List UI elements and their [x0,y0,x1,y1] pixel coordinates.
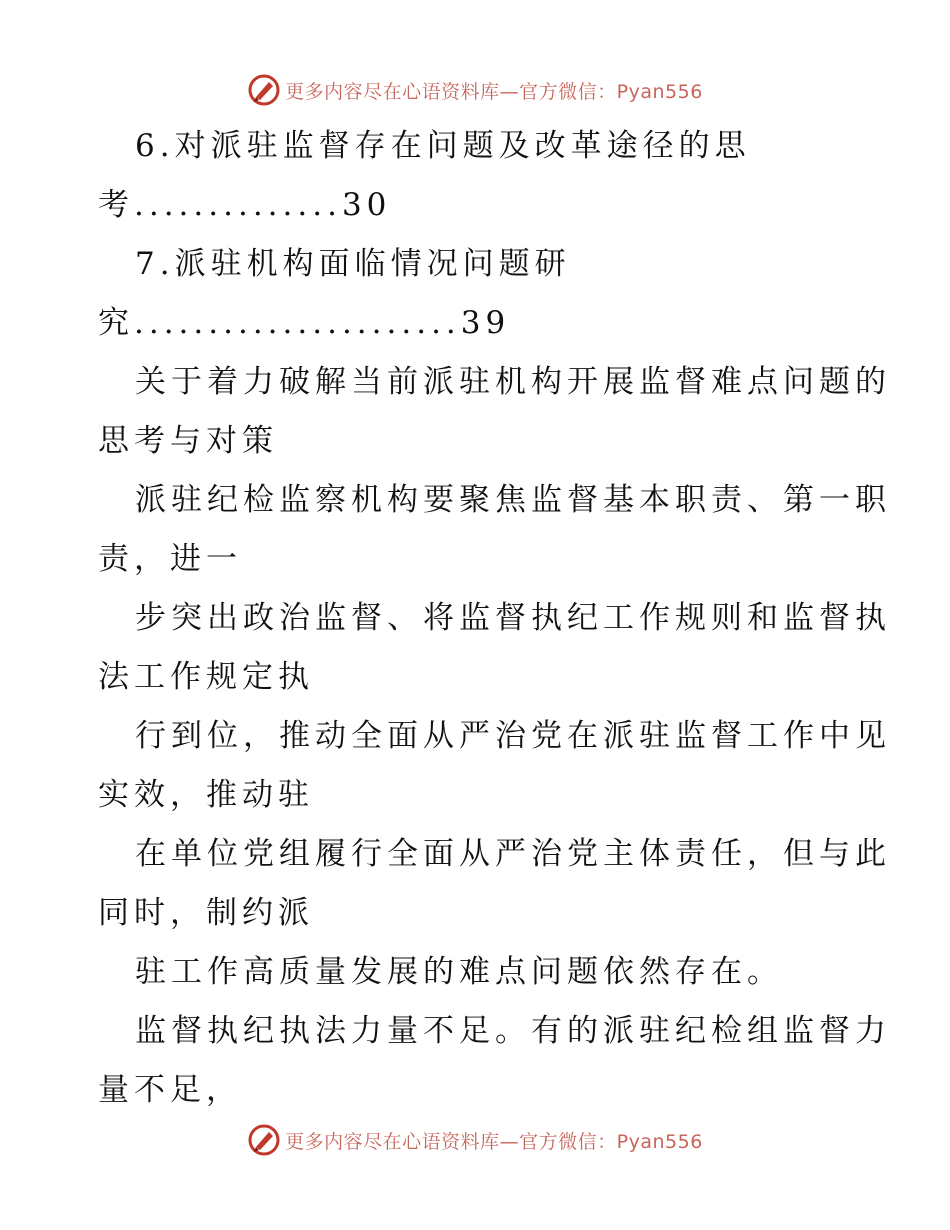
watermark-text: 更多内容尽在心语资料库—官方微信：Pyan556 [285,80,703,103]
section-title-cont: 思考与对策 [98,423,278,459]
toc-entry-7-page: 究......................39 [98,305,511,341]
pen-logo-icon [247,73,281,107]
paragraph-line: 行到位，推动全面从严治党在派驻监督工作中见 [135,718,891,754]
footer-watermark [0,1120,950,1160]
paragraph-line: 责，进一 [98,541,242,577]
paragraph-line: 监督执纪执法力量不足。有的派驻纪检组监督力 [135,1013,891,1049]
pen-logo-icon [247,1123,281,1157]
paragraph-line: 驻工作高质量发展的难点问题依然存在。 [135,954,783,990]
paragraph-line: 派驻纪检监察机构要聚焦监督基本职责、第一职 [135,482,891,518]
paragraph-line: 实效，推动驻 [98,777,314,813]
toc-entry-7: 7.派驻机构面临情况问题研 [135,246,571,282]
paragraph-line: 同时，制约派 [98,895,314,931]
paragraph-line: 法工作规定执 [98,659,314,695]
paragraph-line: 步突出政治监督、将监督执纪工作规则和监督执 [135,600,891,636]
header-watermark [0,70,950,110]
watermark-text: 更多内容尽在心语资料库—官方微信：Pyan556 [285,1130,703,1153]
section-title: 关于着力破解当前派驻机构开展监督难点问题的 [135,364,891,400]
toc-entry-6-page: 考..............30 [98,187,392,223]
toc-entry-6: 6.对派驻监督存在问题及改革途径的思 [135,128,751,164]
paragraph-line: 在单位党组履行全面从严治党主体责任，但与此 [135,836,891,872]
paragraph-line: 量不足， [98,1072,242,1108]
